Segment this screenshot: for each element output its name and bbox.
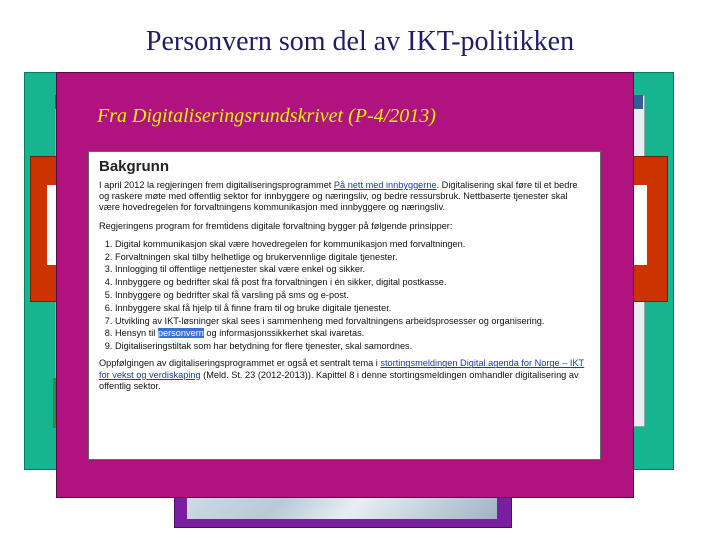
document-excerpt: [88, 151, 601, 460]
principle-item: 3. Innlogging til offentlige nettjenester skal være enkel og sikker.: [115, 264, 590, 275]
followup-text-1: Oppfølgingen av digitaliseringsprogrammet er også et sentralt tema i: [99, 358, 381, 369]
intro-text-1: I april 2012 la regjeringen frem digitaliseringsprogrammet: [99, 180, 334, 190]
principle8-before: Hensyn til: [115, 328, 158, 339]
principle8-after: og informasjonssikkerhet skal ivaretas.: [203, 328, 365, 339]
main-slide-heading: Fra Digitaliseringsrundskrivet (P-4/2013): [97, 105, 436, 127]
pa-nett-link[interactable]: På nett med innbyggerne: [333, 180, 437, 190]
principle-item: 9. Digitaliseringstiltak som har betydning for flere tjenester, skal samordnes.: [115, 341, 590, 352]
principle-item: 4. Innbyggere og bedrifter skal få post fra forvaltningen i én sikker, digital postkasse.: [115, 277, 590, 288]
principle-item: 1. Digital kommunikasjon skal være hovedregelen for kommunikasjon med forvaltningen.: [115, 239, 590, 250]
document-heading: Bakgrunn: [99, 158, 170, 175]
slide-title: Personvern som del av IKT-politikken: [145, 26, 575, 57]
intro-text-2: . Digitalisering skal føre til et bedre og raskere møte med offentlig sektor for innbyggere og næringsliv, og bedre ressursbruk. Nettbaserte tjenester skal være hovedregelen for forvaltningens kommunikasjon med innbyggere og næringsliv.: [99, 180, 578, 213]
personvern-highlight: personvern: [157, 328, 204, 339]
principle-item: 7. Utvikling av IKT-løsninger skal sees i sammenheng med forvaltningens arbeidsprosesser og organisering.: [115, 316, 590, 327]
stortingsmelding-link[interactable]: stortingsmeldingen Digital agenda for Norge – IKT for vekst og verdiskaping: [99, 358, 585, 380]
followup-paragraph: [99, 358, 590, 392]
principles-list: [99, 239, 590, 353]
principle-item-personvern: [115, 328, 590, 339]
principle-item: 6. Innbyggere skal få hjelp til å finne fram til og bruke digitale tjenester.: [115, 303, 590, 314]
main-slide: [56, 72, 634, 498]
principles-intro: Regjeringens program for fremtidens digitale forvaltning bygger på følgende prinsipper:: [99, 220, 453, 231]
principle-item: 2. Forvaltningen skal tilby helhetlige og brukervennlige digitale tjenester.: [115, 252, 590, 263]
principle-item: 5. Innbyggere og bedrifter skal få varsling på sms og e-post.: [115, 290, 590, 301]
followup-text-2: (Meld. St. 23 (2012-2013)). Kapittel 8 i denne stortingsmeldingen omhandler digitalisering av offentlig sektor.: [99, 369, 579, 391]
intro-paragraph: [99, 180, 590, 214]
